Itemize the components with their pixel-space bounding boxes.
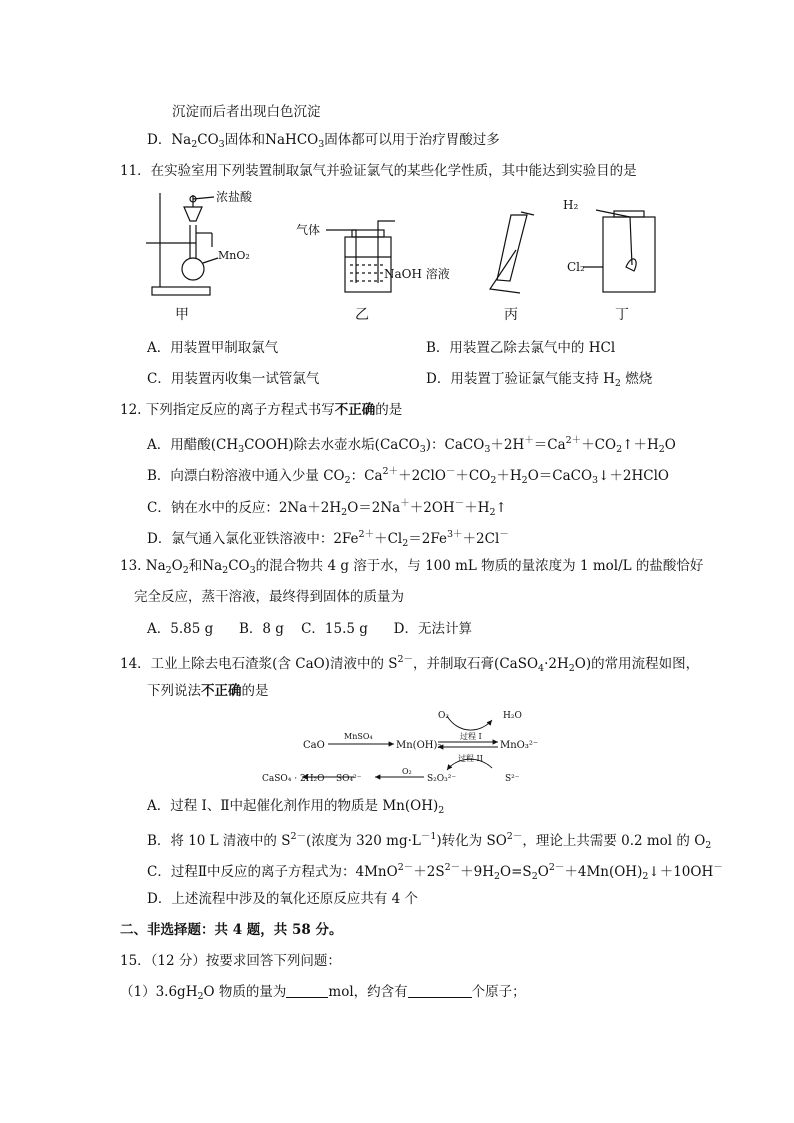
label-naoh-solution: NaOH 溶液 <box>384 267 450 281</box>
q14-option-d: D．上述流程中涉及的氧化还原反应共有 4 个 <box>147 891 418 907</box>
q14-option-c: C．过程Ⅱ中反应的离子方程式为：$4MnO^{2-}+2S^{2-}+9H_2O=S_2O^{2-}+4Mn(OH)_2↓+10OH^-$ <box>147 862 723 882</box>
flow-mnoh2: Mn(OH)₂ <box>396 740 442 751</box>
label-h2: H₂ <box>563 198 579 212</box>
q14-option-a: A．过程 Ⅰ、Ⅱ中起催化剂作用的物质是 $Mn(OH)_2$ <box>147 798 445 816</box>
q12-option-a: A．用醋酸$(CH_3COOH)$除去水壶水垢(CaCO$_3$)：$CaCO_3+2H^+=Ca^{2+}+CO_2↑+H_2O$ <box>147 435 676 455</box>
label-cl2: Cl₂ <box>567 260 585 274</box>
label-gas: 气体 <box>296 223 321 237</box>
label-conc-hcl: 浓盐酸 <box>216 190 253 204</box>
flow-cao: CaO <box>303 740 325 751</box>
q11-apparatus-figure <box>0 185 794 335</box>
q11-stem: 11．在实验室用下列装置制取氯气并验证氯气的某些化学性质，其中能达到实验目的是 <box>120 163 637 179</box>
flow-process-2: 过程 II <box>458 754 483 763</box>
q14-stem-line2: 下列说法不正确的是 <box>147 683 269 699</box>
flow-mnso4: MnSO₄ <box>344 732 373 741</box>
q14-stem-line1: 14．工业上除去电石渣浆(含 CaO)清液中的 $S^{2-}$，并制取石膏$(CaSO_4\cdot 2H_2O)$的常用流程如图， <box>120 654 700 674</box>
apparatus-ding <box>583 210 655 292</box>
q11-option-a: A．用装置甲制取氯气 <box>147 340 279 356</box>
q12-option-c: C．钠在水中的反应：$2Na+2H_2O=2Na^++2OH^-+H_2↑$ <box>147 498 507 518</box>
q13-stem-line1: 13. $Na_2O_2$和$Na_2CO_3$的混合物共 4 g 溶于水，与 100 mL 物质的量浓度为 1 mol/L 的盐酸恰好 <box>120 558 704 576</box>
answer-blank-moles[interactable] <box>286 983 328 998</box>
q15-stem: 15．（12 分）按要求回答下列问题： <box>120 953 341 969</box>
q14-flow-diagram <box>0 706 794 796</box>
flow-mno3: MnO₃²⁻ <box>500 740 539 751</box>
label-jia: 甲 <box>175 307 189 323</box>
q15-part-1: $(1)3.6gH_2O$ 物质的量为 mol，约含有 个原子； <box>120 984 526 1002</box>
apparatus-jia <box>146 193 218 295</box>
q13-stem-line2: 完全反应，蒸干溶液，最终得到固体的质量为 <box>134 589 404 605</box>
apparatus-yi <box>326 221 395 292</box>
q13-options: A．5.85 g B．8 g C．15.5 g D．无法计算 <box>147 621 472 637</box>
q10-option-c-continuation: 沉淀而后者出现白色沉淀 <box>172 104 321 120</box>
label-mno2: MnO₂ <box>218 249 250 262</box>
flow-o2-top: O₂ <box>438 711 449 721</box>
q12-option-d: D．氯气通入氯化亚铁溶液中：$2Fe^{2+}+Cl_2=2Fe^{3+}+2Cl^-$ <box>147 529 509 549</box>
q11-option-c: C．用装置丙收集一试管氯气 <box>147 371 320 387</box>
flow-process-1: 过程 I <box>460 732 482 741</box>
flow-h2o: H₂O <box>503 711 522 721</box>
label-bing: 丙 <box>504 307 518 323</box>
q11-option-b: B．用装置乙除去氯气中的 HCl <box>426 340 616 356</box>
label-ding: 丁 <box>615 307 629 323</box>
flow-caso4: CaSO₄ · 2H₂O <box>262 774 325 784</box>
q11-option-d: D．用装置丁验证氯气能支持 $H_2$ 燃烧 <box>426 371 653 389</box>
flow-s2: S²⁻ <box>505 774 520 784</box>
apparatus-bing <box>490 212 534 293</box>
answer-blank-atoms[interactable] <box>408 983 472 998</box>
label-yi: 乙 <box>355 307 369 323</box>
flow-s2o3: S₂O₃²⁻ <box>427 774 457 784</box>
section-2-heading: 二、非选择题：共 4 题，共 58 分。 <box>120 922 343 938</box>
flow-o2-bottom: O₂ <box>402 767 412 776</box>
q12-option-b: B．向漂白粉溶液中通入少量 $CO_2$：$Ca^{2+}+2ClO^-+CO_2+H_2O=CaCO_3↓+2HClO$ <box>147 466 669 486</box>
flow-so4: SO₄²⁻ <box>336 774 362 784</box>
q12-stem: 12. 下列指定反应的离子方程式书写不正确的是 <box>120 402 403 418</box>
q10-option-d: D．$Na_2CO_3$固体和NaHCO$_3$固体都可以用于治疗胃酸过多 <box>147 132 500 150</box>
q14-option-b: B．将 10 L 清液中的 $S^{2-}$(浓度为 320 $mg\cdot L^{-1}$)转化为 $SO^{2-}$，理论上共需要 0.2 mol 的 $O_2$ <box>147 831 712 851</box>
